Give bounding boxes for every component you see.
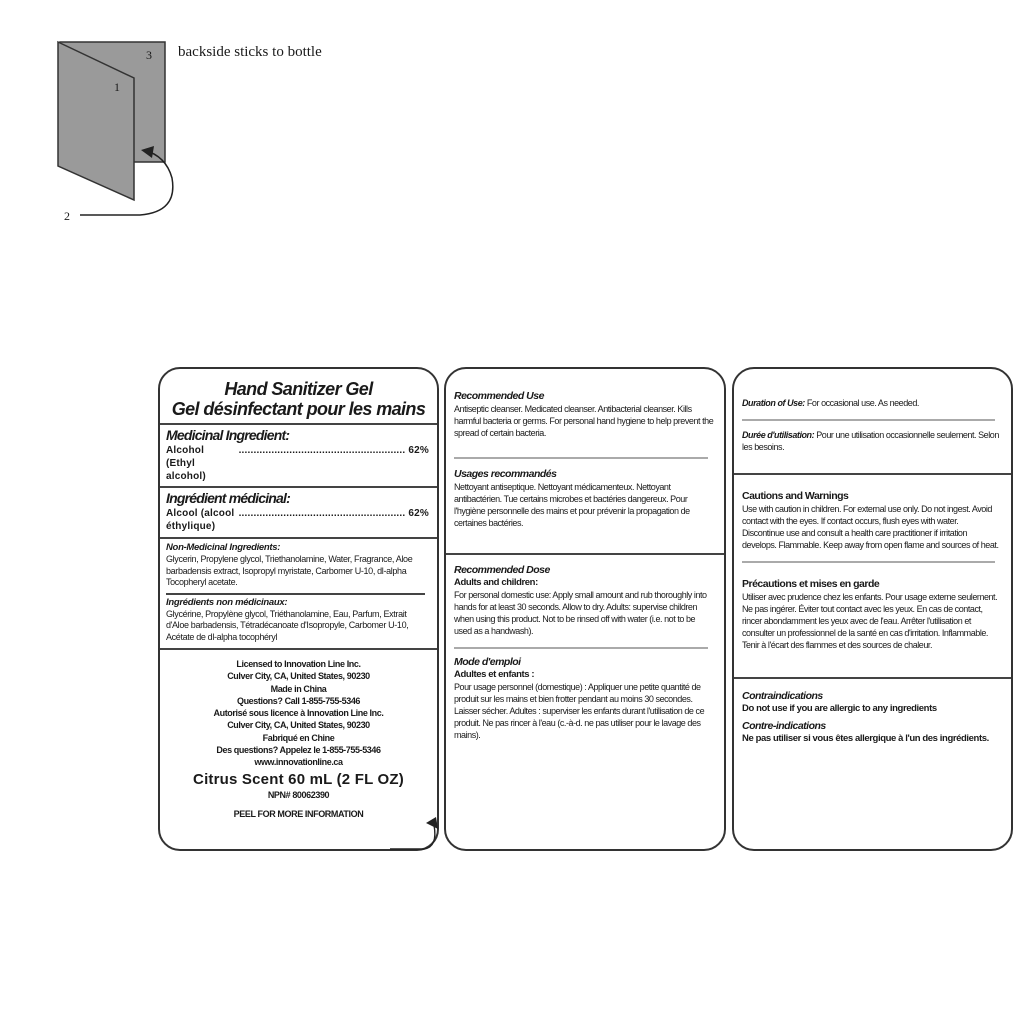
duree-label: Durée d'utilisation: [742,430,815,440]
dot-leader: ........................................................ [238,445,406,456]
recommended-use-text: Antiseptic cleanser. Medicated cleanser. Antibacterial cleanser. Kills harmful bacteria or germs. For personal hand hygiene to help prevent the spread of certain bacteria. [454,404,714,438]
npn-number: NPN# 80062390 [267,789,330,800]
ingredient-pct-en: 62% [408,445,429,456]
contraindications-heading-en: Contraindications [742,690,823,702]
usages-text: Nettoyant antiseptique. Nettoyant médicamenteux. Nettoyant antibactérien. Tue certains microbes et bactéries dangereux. Pour l'hygiène personnelle des mains et pour prévenir la propagation de certaines bactéries. [454,482,690,528]
peel-instruction: PEEL FOR MORE INFORMATION [233,808,364,819]
label-use-panel [444,367,726,851]
nonmed-heading-fr: Ingrédients non médicinaux: [166,596,288,608]
fold-diagram-graphic [0,0,360,240]
dose-subheading: Adults and children: [454,577,538,588]
dot-leader: ........................................................ [238,508,406,519]
title-fr: Gel désinfectant pour les mains [171,399,426,419]
website: www.innovationline.ca [254,757,343,768]
duration-text: For occasional use. As needed. [806,398,919,408]
contact-line: Fabriqué en Chine [262,732,335,743]
nonmed-text-fr: Glycérine, Propylène glycol, Triéthanolamine, Eau, Parfum, Extrait d'Aloe barbadensis, Tétradécanoate d'Isopropyle, Carbomer U-10, Acétate de dl-alpha tocophéryl [166,608,409,642]
peel-arrow-icon [388,811,448,851]
label-warnings-panel [732,367,1013,851]
ingredient-pct-fr: 62% [408,508,429,519]
contraindications-heading-fr: Contre-indications [742,720,826,732]
nonmed-heading-en: Non-Medicinal Ingredients: [166,542,281,553]
diagram-label-2: 2 [64,209,70,223]
contact-line: Des questions? Appelez le 1-855-755-5346 [216,745,381,756]
duration-en [742,397,1001,409]
medicinal-heading-en: Medicinal Ingredient: [166,427,290,443]
diagram-caption: backside sticks to bottle [178,44,322,60]
duree-fr [742,429,1001,453]
medicinal-heading-fr: Ingrédient médicinal: [166,490,291,506]
contraindications-text-fr: Ne pas utiliser si vous êtes allergique à l'un des ingrédients. [742,733,989,744]
mode-heading: Mode d'emploi [454,656,521,668]
ingredient-name-fr: Alcool (alcool éthylique) [166,508,235,532]
cautions-text: Use with caution in children. For external use only. Do not ingest. Avoid contact with the eyes. If contact occurs, flush eyes with water. Discontinue use and consult a health care practitioner if irritation develops. Flammable. Keep away from open flame and sources of heat. [742,504,999,550]
duration-label: Duration of Use: [742,398,805,408]
diagram-label-1: 1 [114,80,120,94]
duree-text: Pour une utilisation occasionnelle seulement. Selon les besoins. [742,430,999,452]
ingredient-row-en [166,444,429,483]
scent-volume: Citrus Scent 60 mL (2 FL OZ) [193,770,404,788]
recommended-dose-heading: Recommended Dose [454,564,550,576]
fold-diagram [0,0,360,240]
usages-heading: Usages recommandés [454,468,557,480]
contact-line: Questions? Call 1-855-755-5346 [236,695,361,706]
contraindications-text-en: Do not use if you are allergic to any ingredients [742,703,937,714]
contact-line: Culver City, CA, United States, 90230 [227,720,370,731]
recommended-use-heading: Recommended Use [454,390,544,402]
ingredient-name-en: Alcohol (Ethyl alcohol) [166,445,206,482]
label-front-panel [158,367,439,851]
ingredient-row-fr [166,507,429,533]
contact-line: Licensed to Innovation Line Inc. [236,659,361,669]
dose-text: For personal domestic use: Apply small amount and rub thoroughly into hands for at least 30 seconds. Allow to dry. Adults: supervise children when using this product. Not to be rinsed off with water (i.e. not to be used as a handwash). [454,590,707,636]
diagram-label-3: 3 [146,48,152,62]
title-en: Hand Sanitizer Gel [224,379,373,399]
mode-text: Pour usage personnel (domestique) : Appliquer une petite quantité de produit sur les mains et bien frotter pendant au moins 30 secondes. Laisser sécher. Adultes : superviser les enfants durant l'utilisation de ce produit. Ne pas rincer à l'eau (c.-à-d. ne pas utiliser pour le lavage des mains). [454,682,705,740]
precautions-heading: Précautions et mises en garde [742,578,880,590]
nonmed-text-en: Glycerin, Propylene glycol, Triethanolamine, Water, Fragrance, Aloe barbadensis extract, Isopropyl myristate, Carbomer U-10, dl-alpha Tocopheryl acetate. [166,554,413,587]
contact-line: Made in China [270,683,327,694]
mode-subheading: Adultes et enfants : [454,669,535,680]
contact-line: Culver City, CA, United States, 90230 [227,671,370,682]
precautions-text: Utiliser avec prudence chez les enfants. Pour usage externe seulement. Ne pas ingérer. Éviter tout contact avec les yeux. En cas de contact, rincer abondamment les yeux avec de l'eau. Arrêter l'utilisation et consulter un professionnel de la santé en cas d'irritation. Inflammable. Tenir à l'écart des flammes et des sources de chaleur. [742,592,998,650]
contact-line: Autorisé sous licence à Innovation Line Inc. [213,708,384,719]
cautions-heading: Cautions and Warnings [742,490,849,502]
